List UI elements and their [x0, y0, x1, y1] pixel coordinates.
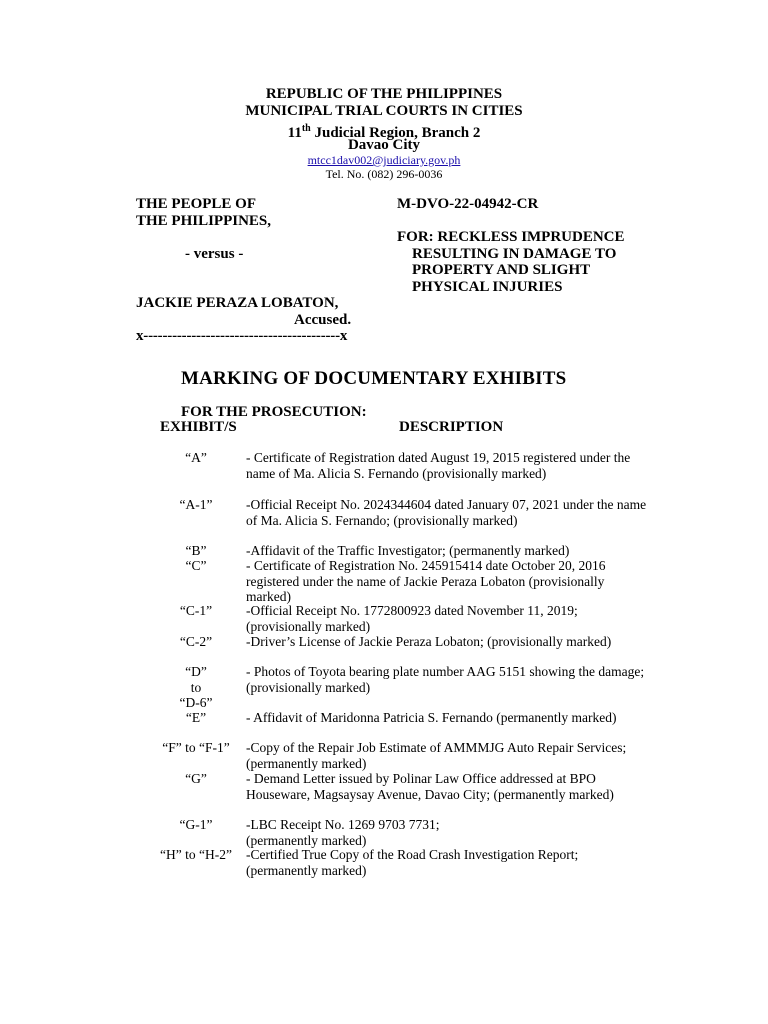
header-court: MUNICIPAL TRIAL COURTS IN CITIES [245, 103, 523, 119]
exhibit-label-line: “D” [185, 664, 207, 679]
caption-divider: x-----------------------------------------x [136, 328, 348, 344]
exhibit-description: - Certificate of Registration No. 245915414 date October 20, 2016 registered under the name of Jackie Peraza Lobaton (provisionally marked) [246, 558, 606, 604]
exhibit-description: -Official Receipt No. 1772800923 dated November 11, 2019; (provisionally marked) [246, 603, 578, 634]
exhibit-label-line: “H” to “H-2” [160, 847, 232, 862]
exhibit-label [150, 603, 242, 619]
exhibit-description: - Certificate of Registration dated August 19, 2015 registered under the name of Ma. Alicia S. Fernando (provisionally marked) [246, 450, 631, 481]
exhibit-description: - Affidavit of Maridonna Patricia S. Fernando (permanently marked) [246, 710, 617, 725]
exhibit-label-line: “A-1” [179, 497, 213, 512]
caption-people-line1: THE PEOPLE OF [136, 196, 257, 212]
exhibit-description: -Certified True Copy of the Road Crash Investigation Report; (permanently marked) [246, 847, 579, 878]
case-for-line4: PHYSICAL INJURIES [412, 279, 563, 295]
column-header-description: DESCRIPTION [399, 419, 504, 435]
exhibit-label [150, 847, 242, 863]
exhibit-label [150, 710, 242, 726]
caption-accused-label: Accused. [294, 312, 352, 328]
exhibit-label-line: “E” [185, 710, 207, 725]
exhibit-description: -LBC Receipt No. 1269 9703 7731; (permanently marked) [246, 817, 440, 848]
caption-people-line2: THE PHILIPPINES, [136, 213, 272, 229]
exhibit-description: -Official Receipt No. 2024344604 dated January 07, 2021 under the name of Ma. Alicia S. Fernando; (provisionally marked) [246, 497, 647, 528]
header-email-link[interactable]: mtcc1dav002@judiciary.gov.ph [307, 153, 461, 167]
exhibit-label [150, 543, 242, 559]
exhibit-description: -Copy of the Repair Job Estimate of AMMMJG Auto Repair Services; (permanently marked) [246, 740, 627, 771]
case-for-line2: RESULTING IN DAMAGE TO [412, 246, 617, 262]
exhibit-label [150, 771, 242, 787]
case-for-line1: FOR: RECKLESS IMPRUDENCE [397, 229, 625, 245]
exhibit-label [150, 740, 242, 756]
section-for-prosecution: FOR THE PROSECUTION: [181, 404, 367, 420]
exhibit-description: -Affidavit of the Traffic Investigator; (permanently marked) [246, 543, 570, 558]
header-city: Davao City [347, 137, 421, 153]
exhibit-description: - Photos of Toyota bearing plate number AAG 5151 showing the damage; (provisionally marked) [246, 664, 645, 695]
exhibit-label-line: “C-2” [179, 634, 213, 649]
header-region-number: 11 [287, 125, 302, 141]
header-region-suffix: th [301, 123, 311, 134]
exhibit-label-line: “C-1” [179, 603, 213, 618]
header-tel: Tel. No. (082) 296-0036 [325, 167, 443, 181]
exhibit-label-line: “D-6” [179, 695, 213, 710]
exhibit-label [150, 817, 242, 833]
case-for-line3: PROPERTY AND SLIGHT [412, 262, 591, 278]
case-number: M-DVO-22-04942-CR [397, 196, 539, 212]
exhibit-label-line: “A” [185, 450, 207, 465]
header-email-wrap [0, 153, 768, 168]
column-header-exhibit: EXHIBIT/S [160, 419, 237, 435]
header-republic: REPUBLIC OF THE PHILIPPINES [265, 86, 503, 102]
exhibit-label-line: “G-1” [179, 817, 213, 832]
exhibit-label [150, 634, 242, 650]
exhibit-description: - Demand Letter issued by Polinar Law Office addressed at BPO Houseware, Magsaysay Avenue, Davao City; (permanently marked) [246, 771, 614, 802]
document-title: MARKING OF DOCUMENTARY EXHIBITS [181, 368, 567, 389]
exhibit-label-line: “G” [185, 771, 207, 786]
exhibit-label-line: “C” [185, 558, 207, 573]
exhibit-label [150, 558, 242, 574]
caption-accused-name: JACKIE PERAZA LOBATON, [136, 295, 339, 311]
exhibit-label [150, 664, 242, 711]
exhibit-description: -Driver’s License of Jackie Peraza Lobaton; (provisionally marked) [246, 634, 612, 649]
header-region-text: Judicial Region, Branch 2 [310, 125, 481, 141]
exhibit-label [150, 450, 242, 466]
exhibit-label-line: to [190, 679, 202, 695]
exhibit-label-line: “B” [185, 543, 207, 558]
exhibit-label-line: “F” to “F-1” [162, 740, 230, 755]
exhibit-label [150, 497, 242, 513]
caption-versus: - versus - [185, 246, 244, 262]
